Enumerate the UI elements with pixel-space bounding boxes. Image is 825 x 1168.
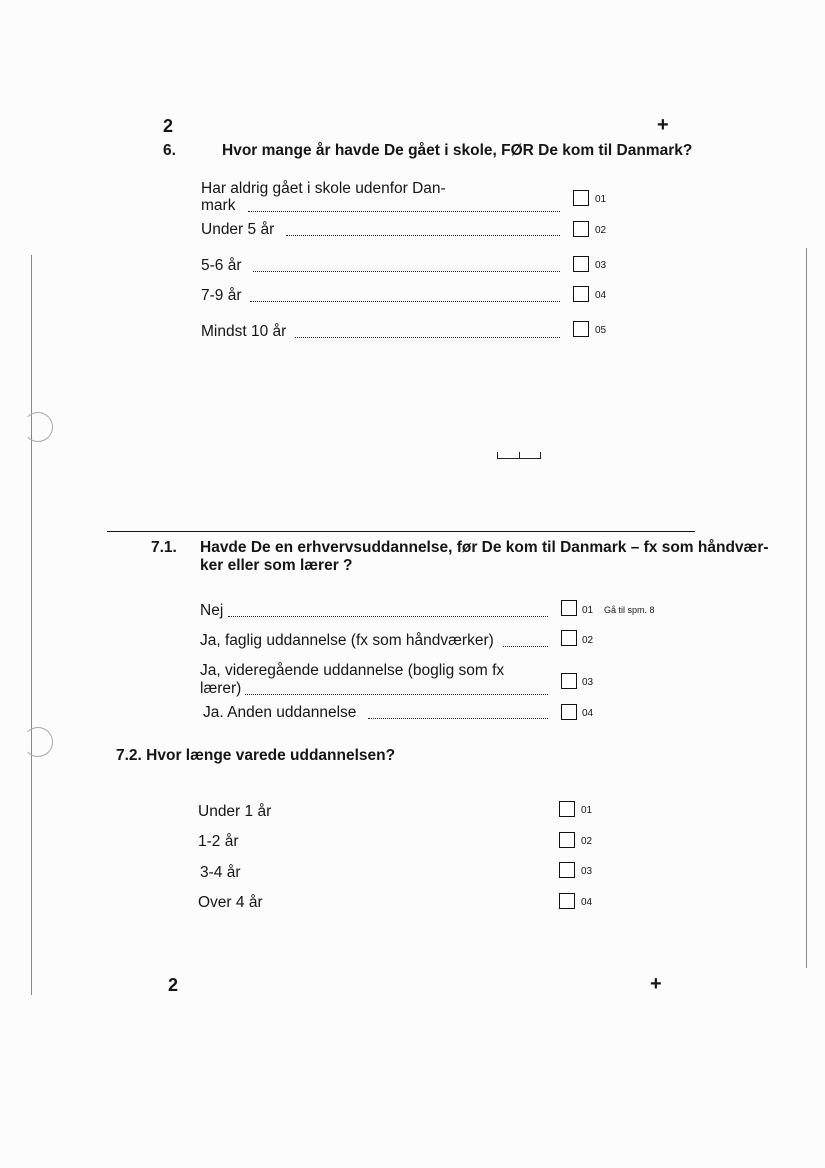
q6-checkbox-01[interactable] xyxy=(573,190,589,206)
q71-option-4-label: Ja. Anden uddannelse xyxy=(203,704,357,721)
q71-code-04: 04 xyxy=(582,708,594,719)
q6-option-3-label: 5-6 år xyxy=(201,257,242,274)
q71-checkbox-01[interactable] xyxy=(561,600,577,616)
q71-code-03: 03 xyxy=(582,677,594,688)
q71-question-line2: ker eller som lærer ? xyxy=(200,557,353,574)
q72-code-02: 02 xyxy=(581,836,593,847)
q6-checkbox-04[interactable] xyxy=(573,286,589,302)
dot-leader xyxy=(228,616,548,617)
q6-checkbox-03[interactable] xyxy=(573,256,589,272)
q6-option-4-label: 7-9 år xyxy=(201,287,242,304)
q72-option-1-label: Under 1 år xyxy=(198,803,272,820)
q71-option-3-label-line1: Ja, videregående uddannelse (boglig som fx xyxy=(200,662,505,679)
dot-leader xyxy=(245,694,548,695)
q6-option-2-label: Under 5 år xyxy=(201,221,275,238)
q72-code-04: 04 xyxy=(581,897,593,908)
q72-option-4-label: Over 4 år xyxy=(198,894,263,911)
q6-question: Hvor mange år havde De gået i skole, FØR De kom til Danmark? xyxy=(222,142,693,159)
q71-checkbox-02[interactable] xyxy=(561,630,577,646)
coding-field xyxy=(497,452,541,459)
coding-tick xyxy=(519,452,520,458)
q72-option-3-label: 3-4 år xyxy=(200,864,241,881)
page-number-top: 2 xyxy=(163,116,174,136)
coding-tick xyxy=(540,452,541,458)
q6-option-5-label: Mindst 10 år xyxy=(201,323,287,340)
q72-question: 7.2. Hvor længe varede uddannelsen? xyxy=(116,747,396,764)
q71-code-02: 02 xyxy=(582,635,594,646)
q71-option-2-label: Ja, faglig uddannelse (fx som håndværker) xyxy=(200,632,494,649)
q72-code-01: 01 xyxy=(581,805,593,816)
coding-tick xyxy=(497,452,498,458)
q6-number: 6. xyxy=(163,142,176,159)
q71-code-01: 01 xyxy=(582,605,594,616)
q6-checkbox-02[interactable] xyxy=(573,221,589,237)
dot-leader xyxy=(503,646,548,647)
q6-code-03: 03 xyxy=(595,260,607,271)
q71-skip-note: Gå til spm. 8 xyxy=(604,605,655,615)
q71-question-line1: Havde De en erhvervsuddannelse, før De kom til Danmark – fx som håndvær- xyxy=(200,539,769,556)
section-divider xyxy=(107,531,695,532)
dot-leader xyxy=(295,337,560,338)
dot-leader xyxy=(250,301,560,302)
q6-code-04: 04 xyxy=(595,290,607,301)
dot-leader xyxy=(248,211,560,212)
q6-code-05: 05 xyxy=(595,325,607,336)
q6-option-1-label-line1: Har aldrig gået i skole udenfor Dan- xyxy=(201,180,446,197)
q72-code-03: 03 xyxy=(581,866,593,877)
punch-hole-top xyxy=(23,412,53,442)
q72-checkbox-01[interactable] xyxy=(559,801,575,817)
q71-number: 7.1. xyxy=(151,539,177,556)
q71-option-3-label-line2: lærer) xyxy=(200,680,242,697)
q6-code-02: 02 xyxy=(595,225,607,236)
dot-leader xyxy=(368,718,548,719)
q72-option-2-label: 1-2 år xyxy=(198,833,239,850)
q71-option-1-label: Nej xyxy=(200,602,224,619)
dot-leader xyxy=(253,271,560,272)
q72-checkbox-04[interactable] xyxy=(559,893,575,909)
page-number-bottom: 2 xyxy=(168,975,179,995)
punch-hole-bottom xyxy=(23,727,53,757)
q71-checkbox-03[interactable] xyxy=(561,673,577,689)
right-margin-line xyxy=(806,248,807,968)
q6-code-01: 01 xyxy=(595,194,607,205)
q72-checkbox-02[interactable] xyxy=(559,832,575,848)
plus-mark-bottom: + xyxy=(650,973,662,995)
q71-checkbox-04[interactable] xyxy=(561,704,577,720)
dot-leader xyxy=(286,235,560,236)
q6-checkbox-05[interactable] xyxy=(573,321,589,337)
q72-checkbox-03[interactable] xyxy=(559,862,575,878)
q6-option-1-label-line2: mark xyxy=(201,197,236,214)
left-margin-line xyxy=(31,255,32,995)
plus-mark-top: + xyxy=(657,114,669,136)
